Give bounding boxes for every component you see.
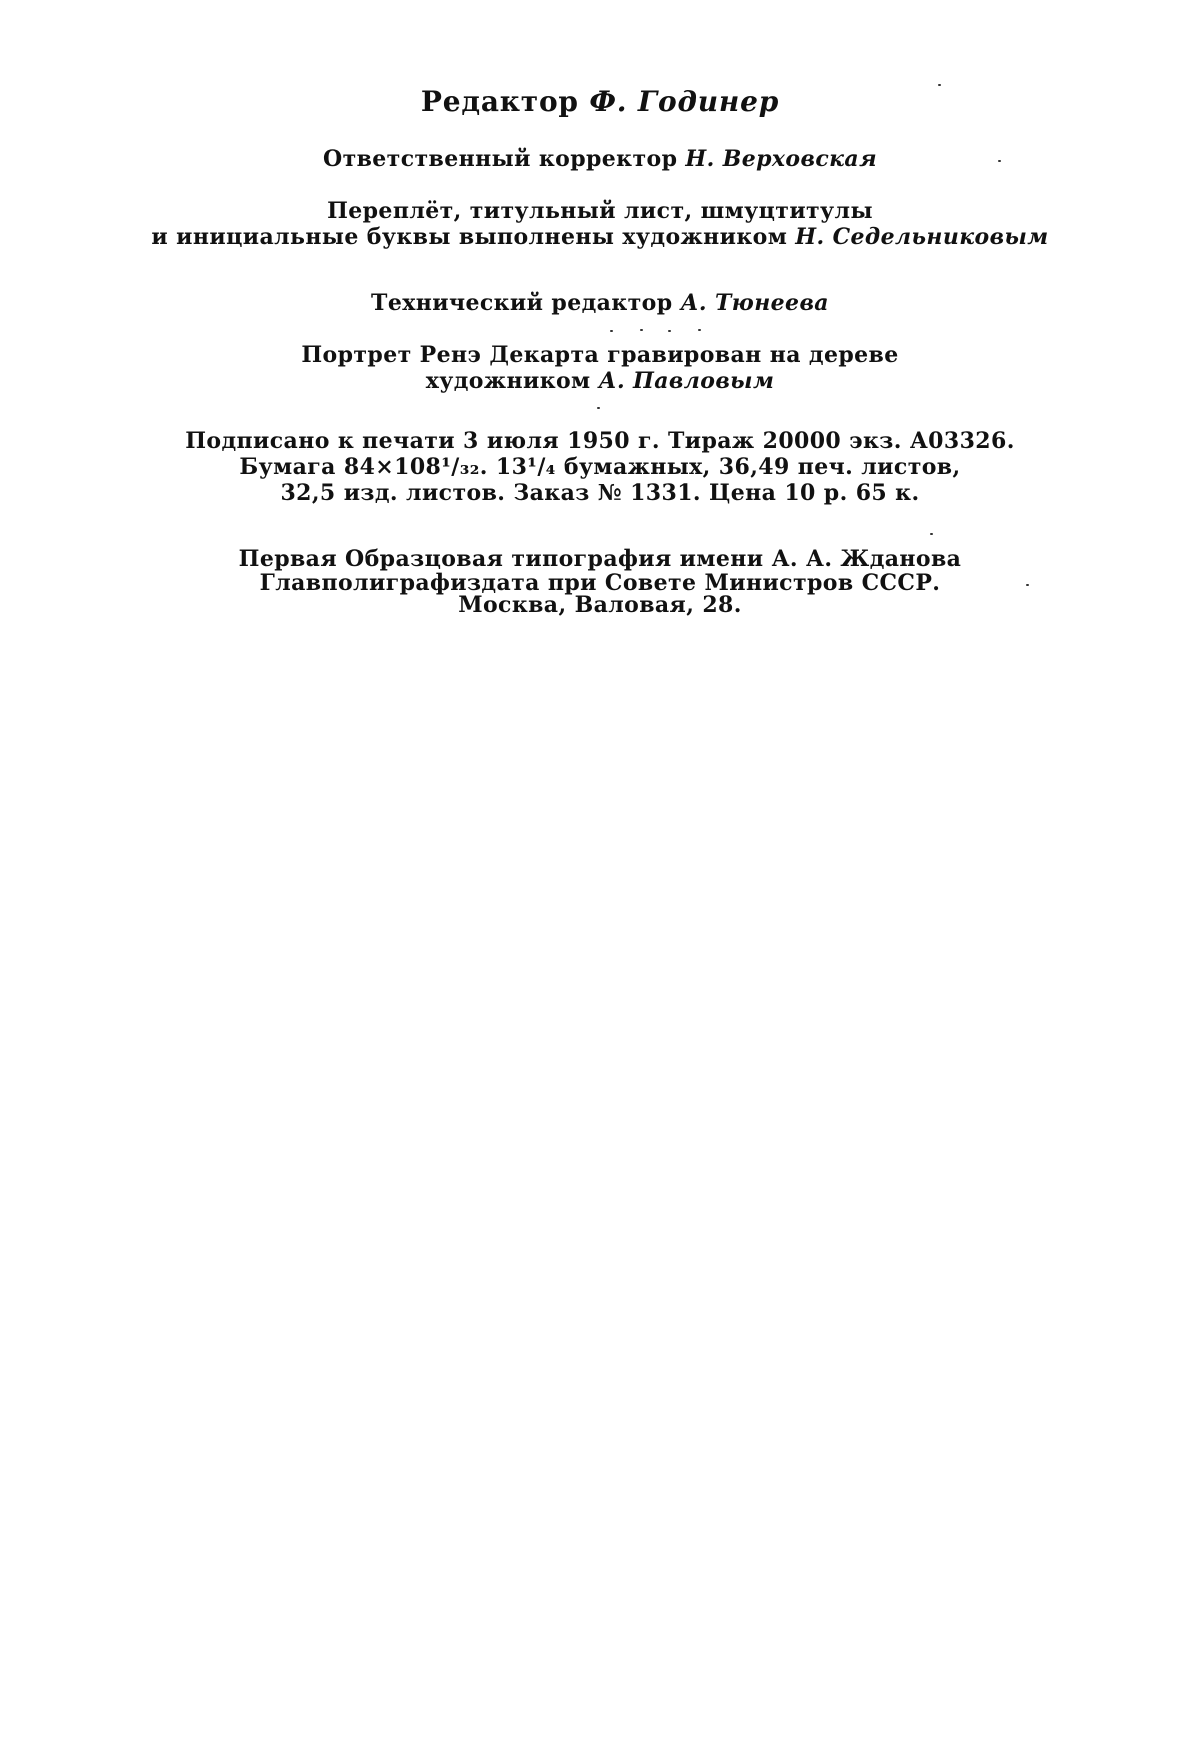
tech-editor-role: Технический редактор — [371, 290, 673, 316]
editor-role: Редактор — [420, 85, 579, 118]
editor-name: Ф. Годинер — [589, 85, 780, 118]
portrait-line-1: Портрет Ренэ Декарта гравирован на дереве — [301, 342, 899, 368]
editor-credit — [0, 84, 1200, 120]
imprint-line-2: Бумага 84×108¹/₃₂. 13¹/₄ бумажных, 36,49 печ. листов, — [239, 454, 961, 480]
scan-speck — [597, 407, 600, 409]
scan-speck — [610, 330, 613, 332]
portrait-credit — [0, 342, 1200, 394]
imprint-line-3: 32,5 изд. листов. Заказ № 1331. Цена 10 р. 65 к. — [280, 480, 920, 506]
printer-line-3: Москва, Валовая, 28. — [458, 592, 742, 618]
art-credit — [0, 198, 1200, 250]
tech-editor-credit — [0, 288, 1200, 318]
proofreader-credit — [0, 144, 1200, 174]
scan-speck — [930, 533, 933, 535]
scan-speck — [998, 160, 1001, 162]
tech-editor-name: А. Тюнеева — [680, 290, 829, 316]
art-line-1: Переплёт, титульный лист, шмуцтитулы — [327, 198, 873, 224]
imprint-block — [0, 428, 1200, 506]
portrait-line-2-prefix: художником — [425, 368, 591, 394]
scan-speck — [1026, 584, 1029, 586]
scan-speck — [668, 330, 671, 332]
scan-speck — [640, 329, 643, 331]
art-line-2-prefix: и инициальные буквы выполнены художником — [151, 224, 788, 250]
tech-editor-line — [0, 288, 1200, 318]
printer-line-1: Первая Образцовая типография имени А. А. Жданова — [238, 546, 962, 572]
editor-line — [0, 84, 1200, 120]
scan-speck — [698, 329, 701, 331]
printer-line-2: Главполиграфиздата при Совете Министров СССР. — [259, 570, 941, 596]
portrait-line-2 — [0, 368, 1200, 394]
portrait-line-2-name: А. Павловым — [598, 368, 775, 394]
imprint-line-1: Подписано к печати 3 июля 1950 г. Тираж 20000 экз. А03326. — [185, 428, 1015, 454]
printer-block — [0, 546, 1200, 616]
art-line-2-name: Н. Седельниковым — [795, 224, 1049, 250]
proofreader-role: Ответственный корректор — [323, 146, 678, 172]
scan-speck — [938, 84, 941, 86]
proofreader-name: Н. Верховская — [685, 146, 877, 172]
art-line-2 — [0, 224, 1200, 250]
proofreader-line — [0, 144, 1200, 174]
